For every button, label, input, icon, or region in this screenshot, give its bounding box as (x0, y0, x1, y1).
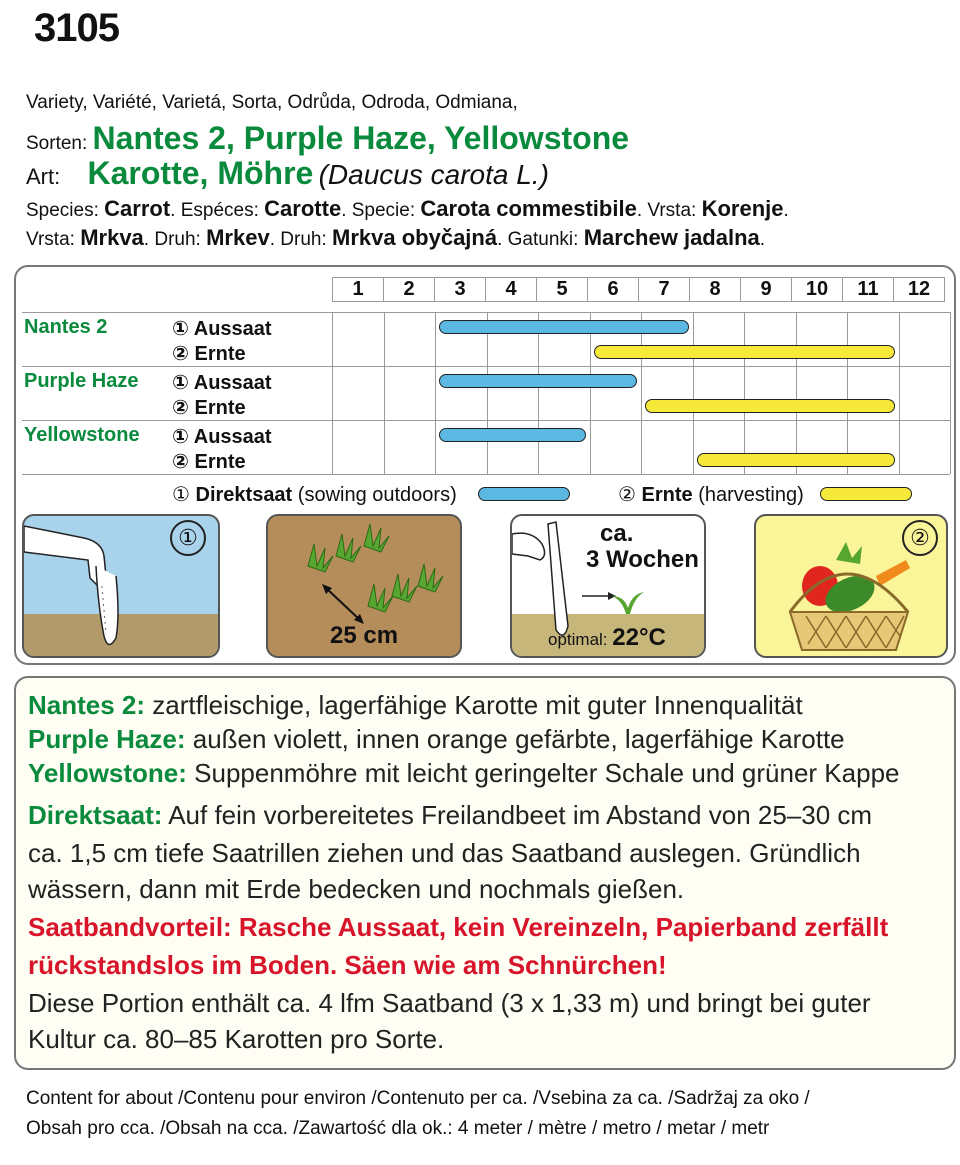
harvest-bar (645, 399, 895, 413)
species-value: Mrkva obyčajná (332, 225, 498, 250)
germination-ca: ca. (600, 520, 634, 547)
legend-harvest-swatch (820, 487, 912, 501)
month-column-line (641, 312, 642, 474)
art-latin: (Daucus carota L.) (318, 159, 549, 190)
desc-text: Suppenmöhre mit leicht geringelter Schale und grüner Kappe (194, 758, 900, 788)
month-column-line (950, 312, 951, 474)
picture-germination (510, 514, 706, 658)
legend-sow-num: ① (172, 484, 190, 506)
sorten-label: Sorten: (26, 133, 88, 154)
month-column-line (847, 312, 848, 474)
row-divider (22, 420, 950, 421)
sow-label: ① Aussaat (172, 318, 272, 340)
picture-spacing (266, 514, 462, 658)
month-8: 8 (690, 278, 741, 302)
desc-text: zartfleischige, lagerfähige Karotte mit guter Innenqualität (152, 690, 803, 720)
month-column-line (487, 312, 488, 474)
sow-bar (439, 320, 689, 334)
month-column-line (384, 312, 385, 474)
legend-harvest-rest: (harvesting) (698, 484, 804, 506)
sorten-value: Nantes 2, Purple Haze, Yellowstone (92, 120, 630, 156)
month-column-line (899, 312, 900, 474)
portion-line-1: Diese Portion enthält ca. 4 lfm Saatband (3 x 1,33 m) und bringt bei guter (28, 988, 871, 1018)
month-column-line (693, 312, 694, 474)
legend-sow-bold: Direktsaat (195, 484, 293, 506)
row-divider (22, 366, 950, 367)
sow-bar (439, 374, 637, 388)
temperature-row (548, 624, 666, 652)
harvest-label: ② Ernte (172, 451, 246, 473)
month-9: 9 (741, 278, 792, 302)
legend-sow-swatch (478, 487, 570, 501)
portion-line-2: Kultur ca. 80–85 Karotten pro Sorte. (28, 1024, 445, 1054)
month-header (332, 277, 945, 302)
harvest-label: ② Ernte (172, 397, 246, 419)
product-code: 3105 (34, 6, 119, 50)
species-line-2: Vrsta: Mrkva. Druh: Mrkev. Druh: Mrkva obyčajná. Gatunki: Marchew jadalna. (26, 225, 766, 250)
desc-text: außen violett, innen orange gefärbte, lagerfähige Karotte (192, 724, 845, 754)
month-column-line (332, 312, 333, 474)
harvest-bar (697, 453, 895, 467)
direktsaat-label: Direktsaat: (28, 800, 163, 830)
month-12: 12 (894, 278, 945, 302)
month-column-line (435, 312, 436, 474)
month-column-line (538, 312, 539, 474)
art-value: Karotte, Möhre (87, 155, 314, 191)
species-value: Korenje (701, 196, 784, 221)
footer-line-1: Content for about /Contenu pour environ /Contenuto per ca. /Vsebina za ca. /Sadržaj za oko / (26, 1088, 810, 1109)
variety-purple-haze: Purple Haze (24, 370, 139, 392)
desc-label: Purple Haze: (28, 724, 186, 754)
legend-harvest-bold: Ernte (641, 484, 693, 506)
species-label: Druh: (280, 229, 327, 250)
picture-harvest (754, 514, 948, 658)
sow-label: ① Aussaat (172, 426, 272, 448)
month-7: 7 (639, 278, 690, 302)
direktsaat-line-3: wässern, dann mit Erde bedecken und nochmals gießen. (28, 874, 685, 904)
sow-bar (439, 428, 586, 442)
legend-harvest (618, 482, 804, 507)
species-label: Specie: (351, 200, 416, 221)
species-value: Carotte (264, 196, 342, 221)
sow-label: ① Aussaat (172, 372, 272, 394)
species-label: Gatunki: (507, 229, 579, 250)
species-label: Espéces: (180, 200, 259, 221)
desc-label: Yellowstone: (28, 758, 187, 788)
spacing-label: 25 cm (330, 622, 399, 649)
species-label: Vrsta: (26, 229, 75, 250)
art-label: Art: (26, 164, 61, 189)
advantage-line-1: Saatbandvorteil: Rasche Aussaat, kein Vereinzeln, Papierband zerfällt (28, 912, 889, 942)
month-1: 1 (333, 278, 384, 302)
variety-yellowstone: Yellowstone (24, 424, 140, 446)
direktsaat-line-2: ca. 1,5 cm tiefe Saatrillen ziehen und das Saatband auslegen. Gründlich (28, 838, 861, 868)
optimal-temp: 22°C (612, 624, 666, 651)
desc-label: Nantes 2: (28, 690, 146, 720)
desc-purple-haze (28, 724, 845, 755)
art-row (26, 155, 549, 192)
month-2: 2 (384, 278, 435, 302)
month-column-line (796, 312, 797, 474)
species-label: Druh: (154, 229, 201, 250)
month-10: 10 (792, 278, 843, 302)
harvest-bar (594, 345, 895, 359)
variety-line: Variety, Variété, Varietá, Sorta, Odrůda, Odroda, Odmiana, (26, 92, 518, 113)
species-value: Mrkev (206, 225, 270, 250)
species-label: Species: (26, 200, 99, 221)
footer-line-2: Obsah pro cca. /Obsah na cca. /Zawartość dla ok.: 4 meter / mètre / metro / metar / metr (26, 1118, 770, 1139)
harvest-label: ② Ernte (172, 343, 246, 365)
row-divider (22, 312, 950, 313)
species-label: Vrsta: (647, 200, 697, 221)
month-column-line (744, 312, 745, 474)
desc-nantes (28, 690, 803, 721)
species-line-1: Species: Carrot. Espéces: Carotte. Specie: Carota commestibile. Vrsta: Korenje. (26, 196, 789, 221)
step-1-badge: ① (170, 520, 206, 556)
species-value: Carrot (104, 196, 171, 221)
variety-nantes: Nantes 2 (24, 316, 108, 338)
germination-weeks: 3 Wochen (586, 546, 699, 573)
species-value: Marchew jadalna (583, 225, 760, 250)
month-4: 4 (486, 278, 537, 302)
legend-sow (172, 482, 457, 507)
month-6: 6 (588, 278, 639, 302)
direktsaat-text: Auf fein vorbereitetes Freilandbeet im Abstand von 25–30 cm (168, 800, 873, 830)
step-2-badge: ② (902, 520, 938, 556)
direktsaat-line-1 (28, 800, 872, 831)
month-column-line (590, 312, 591, 474)
sorten-row (26, 120, 629, 157)
species-value: Mrkva (80, 225, 144, 250)
month-3: 3 (435, 278, 486, 302)
legend-harvest-num: ② (618, 484, 636, 506)
desc-yellowstone (28, 758, 899, 789)
advantage-line-2: rückstandslos im Boden. Säen wie am Schnürchen! (28, 950, 667, 980)
species-value: Carota commestibile (420, 196, 637, 221)
legend-sow-rest: (sowing outdoors) (297, 484, 457, 506)
month-5: 5 (537, 278, 588, 302)
row-divider (22, 474, 950, 475)
month-11: 11 (843, 278, 894, 302)
optimal-label: optimal: (548, 630, 608, 649)
picture-sowing (22, 514, 220, 658)
